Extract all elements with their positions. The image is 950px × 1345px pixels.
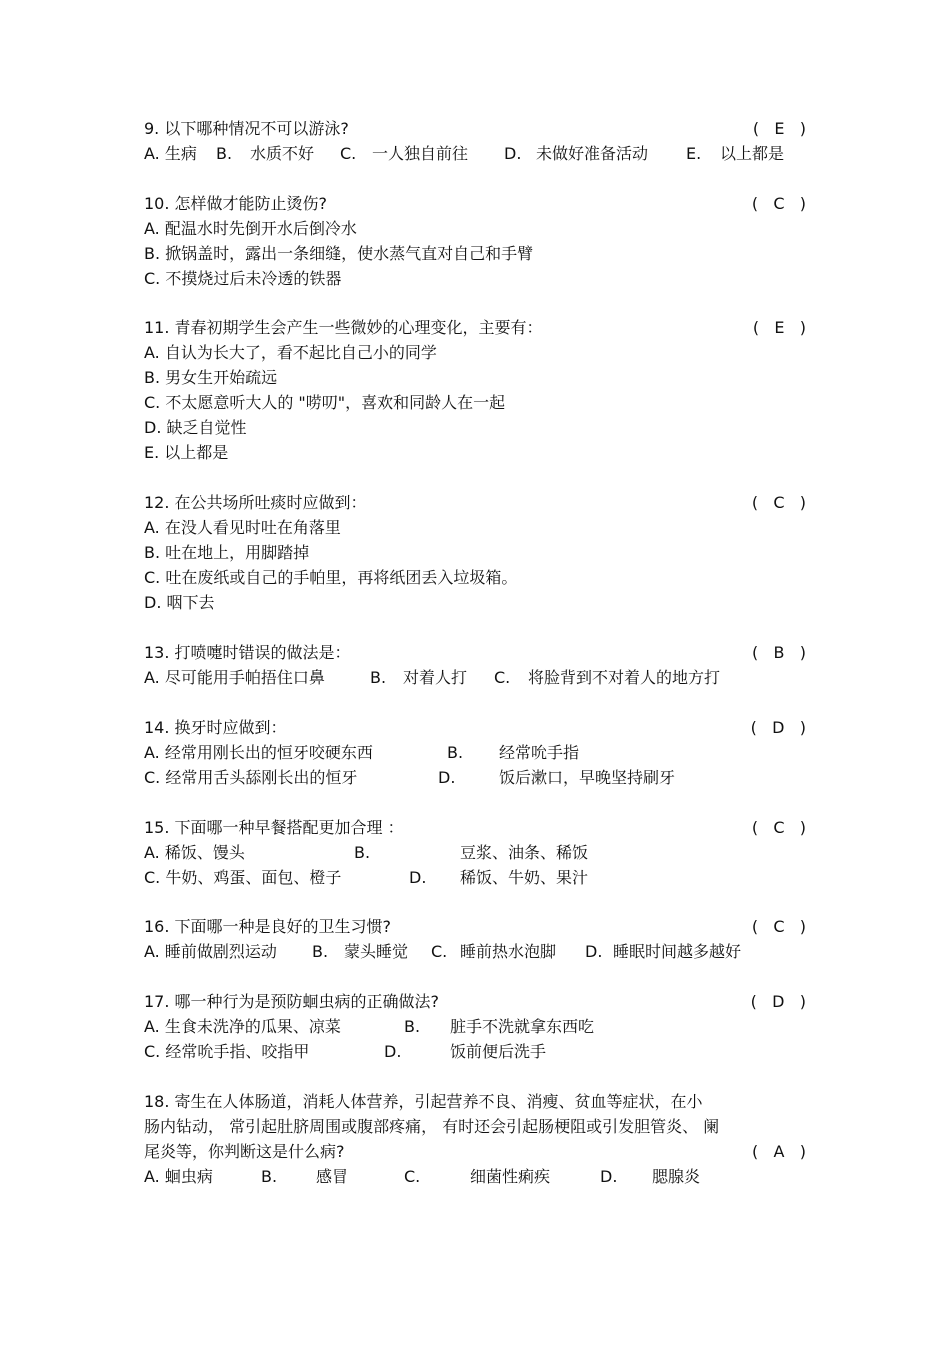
option-c: C. 吐在废纸或自己的手帕里，再将纸团丢入垃圾箱。 <box>144 568 518 587</box>
stem-text: 16. 下面哪一种是良好的卫生习惯? <box>144 917 392 936</box>
option-c-letter: C. <box>431 942 448 961</box>
question-18 <box>144 1089 806 1189</box>
question-stem <box>144 715 806 740</box>
option-d-text: 稀饭、牛奶、果汁 <box>460 868 589 887</box>
option-d-letter: D. <box>384 1042 402 1061</box>
option-c: C. 经常用舌头舔刚长出的恒牙 <box>144 768 358 787</box>
answer-bracket: ( B ) <box>752 643 806 662</box>
option-a: A. 生病 <box>144 144 197 163</box>
option-b-letter: B. <box>216 144 233 163</box>
stem-text: 11. 青春初期学生会产生一些微妙的心理变化，主要有： <box>144 318 543 337</box>
answer-bracket: ( C ) <box>751 194 806 213</box>
option-b-letter: B. <box>312 942 329 961</box>
answer-bracket: ( C ) <box>751 818 806 837</box>
question-stem <box>144 640 806 665</box>
stem-text: 10. 怎样做才能防止烫伤? <box>144 194 328 213</box>
stem-text: 15. 下面哪一种早餐搭配更加合理 ： <box>144 818 404 837</box>
options-row <box>144 740 806 765</box>
option-b-text: 经常吮手指 <box>499 743 580 762</box>
option-e-text: 以上都是 <box>720 144 785 163</box>
stem-text: 17. 哪一种行为是预防蛔虫病的正确做法? <box>144 992 440 1011</box>
option-d-text: 饭后漱口，早晚坚持刷牙 <box>499 768 676 787</box>
options-row <box>144 1014 806 1039</box>
option-b: B. 吐在地上，用脚踏掉 <box>144 543 310 562</box>
question-17 <box>144 989 806 1064</box>
option-d-text: 未做好准备活动 <box>536 144 649 163</box>
answer-bracket: ( E ) <box>752 318 806 337</box>
option-c-text: 细菌性痢疾 <box>470 1167 551 1186</box>
option-a: A. 稀饭、馒头 <box>144 843 245 862</box>
option-b-letter: B. <box>370 668 387 687</box>
options-row <box>144 765 806 790</box>
stem-text: 14. 换牙时应做到： <box>144 718 287 737</box>
option-a: A. 尽可能用手帕捂住口鼻 <box>144 668 325 687</box>
options-row <box>144 865 806 890</box>
option-b-text: 脏手不洗就拿东西吃 <box>450 1017 595 1036</box>
option-c-text: 一人独自前往 <box>372 144 469 163</box>
option-d-text: 腮腺炎 <box>652 1167 701 1186</box>
option-c: C. 牛奶、鸡蛋、面包、橙子 <box>144 868 342 887</box>
stem-line-3: 尾炎等，你判断这是什么病? <box>144 1142 345 1161</box>
option-a: A. 蛔虫病 <box>144 1167 213 1186</box>
question-10 <box>144 191 806 291</box>
option-a: A. 自认为长大了，看不起比自己小的同学 <box>144 343 437 362</box>
option-b-text: 感冒 <box>316 1167 349 1186</box>
option-b-letter: B. <box>404 1017 421 1036</box>
option-d: D. 缺乏自觉性 <box>144 418 247 437</box>
option-b-letter: B. <box>261 1167 278 1186</box>
question-16 <box>144 914 806 964</box>
options-row <box>144 665 806 690</box>
option-b: B. 掀锅盖时，露出一条细缝，使水蒸气直对自己和手臂 <box>144 244 534 263</box>
answer-bracket: ( C ) <box>751 493 806 512</box>
question-12 <box>144 490 806 615</box>
answer-bracket: ( D ) <box>750 992 806 1011</box>
option-d-text: 饭前便后洗手 <box>450 1042 547 1061</box>
options-row <box>144 1039 806 1064</box>
question-13 <box>144 640 806 690</box>
option-e: E. 以上都是 <box>144 443 229 462</box>
options-row <box>144 840 806 865</box>
option-a: A. 在没人看见时吐在角落里 <box>144 518 341 537</box>
option-c-letter: C. <box>404 1167 421 1186</box>
stem-line-1: 18. 寄生在人体肠道，消耗人体营养，引起营养不良、消瘦、贫血等症状，在小 <box>144 1092 703 1111</box>
question-15 <box>144 815 806 890</box>
option-c: C. 不摸烧过后未冷透的铁器 <box>144 269 342 288</box>
option-a: A. 睡前做剧烈运动 <box>144 942 277 961</box>
answer-bracket: ( D ) <box>750 718 806 737</box>
option-a: A. 配温水时先倒开水后倒冷水 <box>144 219 357 238</box>
stem-text: 13. 打喷嚏时错误的做法是： <box>144 643 351 662</box>
answer-bracket: ( C ) <box>751 917 806 936</box>
option-c: C. 不太愿意听大人的 "唠叨"，喜欢和同龄人在一起 <box>144 393 506 412</box>
option-b-text: 豆浆、油条、稀饭 <box>460 843 589 862</box>
option-c: C. 经常吮手指、咬指甲 <box>144 1042 310 1061</box>
option-b-text: 对着人打 <box>403 668 468 687</box>
option-d-letter: D. <box>585 942 603 961</box>
option-b-letter: B. <box>354 843 371 862</box>
question-stem <box>144 490 806 515</box>
options-row <box>144 1164 806 1189</box>
option-b-text: 水质不好 <box>250 144 315 163</box>
question-stem <box>144 914 806 939</box>
question-9 <box>144 116 806 166</box>
option-b: B. 男女生开始疏远 <box>144 368 278 387</box>
option-c-letter: C. <box>494 668 511 687</box>
question-14 <box>144 715 806 790</box>
option-d-text: 睡眠时间越多越好 <box>613 942 742 961</box>
option-b-letter: B. <box>447 743 464 762</box>
option-d-letter: D. <box>409 868 427 887</box>
question-stem <box>144 315 806 340</box>
options-row <box>144 141 806 166</box>
question-stem <box>144 191 806 216</box>
option-d-letter: D. <box>438 768 456 787</box>
answer-bracket: ( E ) <box>752 119 806 138</box>
answer-bracket: ( A ) <box>752 1142 806 1161</box>
stem-text: 9. 以下哪种情况不可以游泳? <box>144 119 349 138</box>
question-stem <box>144 1139 806 1164</box>
option-e-letter: E. <box>686 144 702 163</box>
question-stem <box>144 815 806 840</box>
option-c-text: 将脸背到不对着人的地方打 <box>528 668 721 687</box>
stem-text: 12. 在公共场所吐痰时应做到： <box>144 493 367 512</box>
option-a: A. 经常用刚长出的恒牙咬硬东西 <box>144 743 373 762</box>
question-11 <box>144 315 806 465</box>
question-stem <box>144 116 806 141</box>
option-d: D. 咽下去 <box>144 593 215 612</box>
option-c-letter: C. <box>340 144 357 163</box>
option-d-letter: D. <box>600 1167 618 1186</box>
question-stem <box>144 989 806 1014</box>
option-d-letter: D. <box>504 144 522 163</box>
options-row <box>144 939 806 964</box>
option-b-text: 蒙头睡觉 <box>344 942 409 961</box>
stem-line-2: 肠内钻动， 常引起肚脐周围或腹部疼痛， 有时还会引起肠梗阻或引发胆管炎、 阑 <box>144 1117 720 1136</box>
option-c-text: 睡前热水泡脚 <box>460 942 557 961</box>
option-a: A. 生食未洗净的瓜果、凉菜 <box>144 1017 341 1036</box>
